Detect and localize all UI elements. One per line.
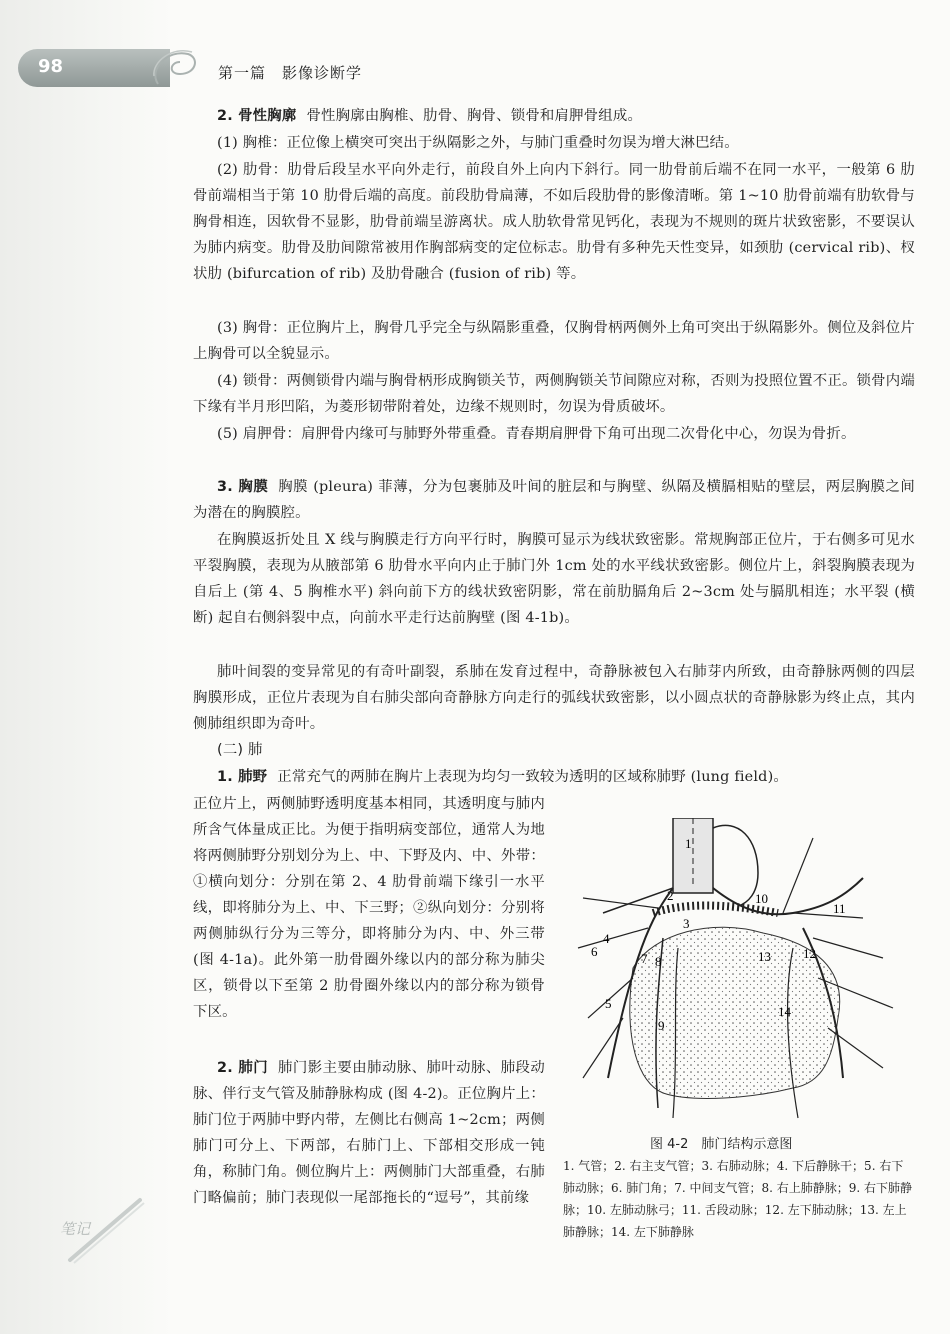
pleura-heading: 3. 胸膜 — [217, 479, 269, 495]
figure-label-5: 5 — [605, 996, 612, 1011]
figure-label-8: 8 — [655, 954, 662, 969]
figure-label-6: 6 — [591, 944, 598, 959]
figure-label-12: 12 — [803, 946, 816, 961]
scapula-paragraph: (5) 肩胛骨：肩胛骨内缘可与肺野外带重叠。青春期肩胛骨下角可出现二次骨化中心，勿误为骨折。 — [217, 426, 856, 442]
ribs-paragraph: (2) 肋骨：肋骨后段呈水平向外走行，前段自外上向内下斜行。同一肋骨前后端不在同一水平，一般第 6 肋骨前端相当于第 10 肋骨后端的高度。前段肋骨扁薄，不如后段肋骨的影像清晰。第 1~10 肋骨前端有肋软骨与胸骨相连，因软骨不显影，肋骨前端呈游离状。成人肋软骨常见钙化，表现为不规则的斑片状致密影，不要误认为肺内病变。肋骨及肋间隙常被用作胸部病变的定位标志。肋骨有多种先天性变异，如颈肋 (cervical rib)、杈状肋 (bifurcation of rib) 及肋骨融合 (fusion of rib) 等。 — [193, 162, 915, 282]
figure-caption-title: 图 4-2 肺门结构示意图 — [650, 1137, 793, 1152]
lung-field-paragraph: 正位片上，两侧肺野透明度基本相同，其透明度与肺内所含气体量成正比。为便于指明病变部位，通常人为地将两侧肺野分别划分为上、中、下野及内、中、外带：①横向划分：分别在第 2、4 肋骨前端下缘引一水平线，即将肺分为上、中、下三野；②纵向划分：分别将两侧肺纵行分为三等分，即将肺分为内、中、外三带 (图 4-1a)。此外第一肋骨圈外缘以内的部分称为肺尖区，锁骨以下至第 2 肋骨圈外缘以内的部分称为锁骨下区。 — [193, 796, 545, 1020]
figure-label-7: 7 — [641, 951, 648, 966]
figure-label-14: 14 — [778, 1004, 791, 1019]
hilum-paragraph-text: 肺门影主要由肺动脉、肺叶动脉、肺段动脉、伴行支气管及肺静脉构成 (图 4-2)。正位胸片上：肺门位于两肺中野内带，左侧比右侧高 1~2cm；两侧肺门可分上、下两部，右肺门上、下部相交形成一钝角，称肺门角。侧位胸片上：两侧肺门大部重叠，右肺门略偏前；肺门表现似一尾部拖长的“逗号”，其前缘 — [193, 1060, 545, 1206]
azygos-paragraph: 肺叶间裂的变异常见的有奇叶副裂，系肺在发育过程中，奇静脉被包入右肺芽内所致，由奇静脉两侧的四层胸膜形成，正位片表现为自右肺尖部向奇静脉方向走行的弧线状致密影，以小圆点状的奇静脉影为终止点，其内侧肺组织即为奇叶。 — [193, 664, 915, 732]
figure-label-11: 11 — [833, 901, 846, 916]
figure-legend: 1. 气管；2. 右主支气管；3. 右肺动脉；4. 下后静脉干；5. 右下肺动脉；6. 肺门角；7. 中间支气管；8. 右上肺静脉；9. 右下肺静脉；10. 左肺动脉弓；11. 舌段动脉；12. 左下肺动脉；13. 左上肺静脉；14. 左下肺静脉 — [563, 1159, 913, 1239]
running-title: 第一篇 影像诊断学 — [218, 64, 363, 82]
lung-field-heading: 1. 肺野 — [217, 769, 268, 785]
sternum-paragraph: (3) 胸骨：正位胸片上，胸骨几乎完全与纵隔影重叠，仅胸骨柄两侧外上角可突出于纵隔影外。侧位及斜位片上胸骨可以全貌显示。 — [193, 320, 915, 362]
bony-thorax-intro-text: 骨性胸廓由胸椎、肋骨、胸骨、锁骨和肩胛骨组成。 — [306, 108, 643, 124]
lung-section-heading: (二) 肺 — [217, 742, 263, 758]
hilum-heading: 2. 肺门 — [217, 1060, 269, 1076]
hilum-paragraph — [193, 1055, 545, 1211]
bony-thorax-heading: 2. 骨性胸廓 — [217, 108, 297, 124]
lung-field-intro — [193, 764, 915, 790]
figure-label-13: 13 — [758, 949, 771, 964]
pleura-intro — [193, 474, 915, 526]
lung-field-intro-text: 正常充气的两肺在胸片上表现为均匀一致较为透明的区域称肺野 (lung field)。 — [277, 769, 788, 785]
thoracic-spine-paragraph: (1) 胸椎：正位像上横突可突出于纵隔影之外，与肺门重叠时勿误为增大淋巴结。 — [217, 135, 739, 151]
bony-thorax-intro — [193, 103, 915, 129]
figure-label-9: 9 — [658, 1018, 665, 1033]
pleura-paragraph: 在胸膜返折处且 X 线与胸膜走行方向平行时，胸膜可显示为线状致密影。常规胸部正位片，于右侧多可见水平裂胸膜，表现为从腋部第 6 肋骨水平向内止于肺门外 1cm 处的水平线状致密影。侧位片上，斜裂胸膜表现为自后上 (第 4、5 胸椎水平) 斜向前下方的线状致密阴影，常在前肋膈角后 2~3cm 处与膈肌相连；水平裂 (横断) 起自右侧斜裂中点，向前水平走行达前胸壁 (图 4-1b)。 — [193, 532, 915, 626]
figure-label-1: 1 — [685, 836, 692, 851]
page-number: 98 — [38, 56, 64, 77]
figure-label-3: 3 — [683, 916, 690, 931]
margin-band — [0, 0, 172, 1334]
figure-label-4: 4 — [603, 931, 610, 946]
figure-label-2: 2 — [667, 888, 674, 903]
hilum-structure-diagram — [563, 818, 913, 1123]
figure-label-10: 10 — [755, 891, 768, 906]
pleura-intro-text: 胸膜 (pleura) 菲薄，分为包裹肺及叶间的脏层和与胸壁、纵隔及横膈相贴的壁层，两层胸膜之间为潜在的胸膜腔。 — [193, 479, 915, 521]
clavicle-paragraph: (4) 锁骨：两侧锁骨内端与胸骨柄形成胸锁关节，两侧胸锁关节间隙应对称，否则为投照位置不正。锁骨内端下缘有半月形凹陷，为菱形韧带附着处，边缘不规则时，勿误为骨质破坏。 — [193, 373, 915, 415]
notes-label: 笔记 — [60, 1220, 91, 1238]
swirl-logo-icon — [148, 44, 202, 94]
